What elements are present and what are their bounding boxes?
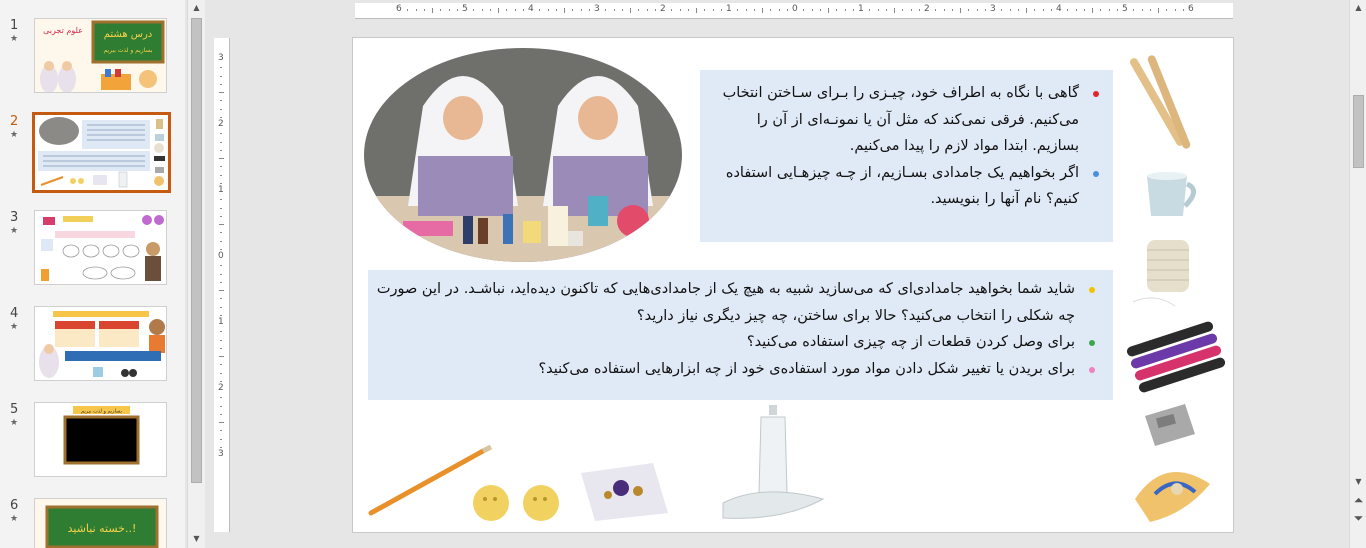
ruler-tick: [1018, 9, 1019, 11]
thumbnail-number: 1: [10, 18, 19, 33]
ruler-tick: [220, 373, 222, 374]
ruler-tick: [878, 9, 879, 11]
paragraph-text: برای بریدن یا تغییر شکل دادن مواد مورد استفاده‌ی خود از چه ابزارهایی استفاده می‌کنید؟: [538, 360, 1075, 377]
ruler-tick: [220, 265, 222, 266]
green-bullet-icon: [1089, 340, 1095, 346]
slide-thumbnail-4-art: [35, 307, 167, 381]
horizontal-ruler-label: 2: [660, 4, 666, 14]
popsicle-sticks-image: [1129, 54, 1192, 150]
paragraph-text: برای وصل کردن قطعات از چه چیزی استفاده می‌کنید؟: [746, 334, 1075, 350]
ruler-tick: [1067, 9, 1068, 11]
vertical-ruler-label: 2: [218, 383, 224, 393]
ruler-tick: [490, 9, 491, 11]
thumbnail-number: 4: [10, 306, 19, 321]
ruler-tick: [219, 224, 224, 225]
ruler-tick: [220, 183, 222, 184]
ruler-tick: [449, 9, 450, 11]
vertical-ruler-label: 2: [218, 119, 224, 129]
ruler-tick: [944, 9, 945, 11]
ruler-tick: [424, 9, 425, 11]
slide-thumbnail-6-art: [35, 499, 167, 548]
ruler-tick: [220, 315, 222, 316]
horizontal-ruler-label: 1: [726, 4, 732, 14]
ruler-tick: [605, 9, 606, 11]
ruler-tick: [523, 9, 524, 11]
slide-thumbnail-1-art: [35, 19, 167, 93]
vertical-ruler-label: 1: [218, 185, 224, 195]
ruler-tick: [1175, 9, 1176, 11]
animation-star-icon: ★: [10, 130, 19, 140]
bullet-paragraph: [376, 356, 1101, 383]
horizontal-ruler-label: 3: [990, 4, 996, 14]
vertical-ruler: [214, 38, 230, 532]
thumbnails-scroll-down-icon[interactable]: ▼: [188, 531, 205, 547]
ruler-tick: [220, 199, 222, 200]
ruler-tick: [721, 9, 722, 11]
thumbnail-6-title: خسته نباشید..!: [67, 522, 137, 535]
ruler-tick: [1150, 9, 1151, 11]
plastic-bottle-image: [723, 405, 823, 518]
horizontal-ruler-label: 6: [1188, 4, 1194, 14]
ruler-tick: [886, 9, 887, 11]
slide-canvas[interactable]: [352, 37, 1234, 533]
thumbnails-scroll-up-icon[interactable]: ▲: [188, 0, 205, 16]
horizontal-ruler-label: 4: [528, 4, 534, 14]
animation-star-icon: ★: [10, 514, 19, 524]
ruler-tick: [220, 307, 222, 308]
horizontal-ruler-label: 1: [858, 4, 864, 14]
ruler-tick: [220, 447, 222, 448]
ruler-tick: [820, 9, 821, 11]
main-scroll-thumb[interactable]: [1353, 95, 1364, 168]
ruler-tick: [220, 133, 222, 134]
ruler-tick: [220, 232, 222, 233]
ruler-tick: [746, 9, 747, 11]
ruler-tick: [812, 9, 813, 11]
ruler-tick: [869, 9, 870, 11]
ruler-tick: [572, 9, 573, 11]
markers-image: [1126, 320, 1225, 393]
ruler-tick: [836, 9, 837, 11]
ruler-tick: [622, 9, 623, 11]
ruler-tick: [457, 9, 458, 11]
vertical-ruler-label: 3: [218, 449, 224, 459]
ruler-tick: [220, 76, 222, 77]
sharpener-image: [1145, 404, 1195, 446]
ruler-tick: [473, 9, 474, 11]
ruler-tick: [1109, 9, 1110, 11]
pencil-image: [371, 447, 491, 513]
horizontal-ruler-label: 5: [462, 4, 468, 14]
bullet-paragraph: [722, 80, 1105, 160]
ruler-tick: [952, 9, 953, 11]
ruler-tick: [803, 9, 804, 11]
materials-row: [363, 403, 843, 528]
ruler-tick: [220, 208, 222, 209]
slide-thumbnail-3-art: [35, 211, 167, 285]
yellow-bullet-icon: [1089, 287, 1095, 293]
scroll-down-icon[interactable]: ▼: [1350, 474, 1366, 490]
ruler-tick: [968, 9, 969, 11]
ruler-tick: [589, 9, 590, 11]
ruler-tick: [1166, 9, 1167, 11]
ruler-tick: [828, 8, 829, 13]
materials-column: [1125, 44, 1225, 530]
ruler-tick: [688, 9, 689, 11]
ruler-tick: [1043, 9, 1044, 11]
ruler-tick: [220, 340, 222, 341]
ruler-tick: [440, 9, 441, 11]
bottom-question-box[interactable]: [368, 270, 1113, 400]
slide-thumbnail-5[interactable]: [34, 402, 167, 477]
ruler-tick: [220, 298, 222, 299]
ruler-tick: [853, 9, 854, 11]
ruler-tick: [220, 241, 222, 242]
ruler-tick: [911, 9, 912, 11]
ruler-tick: [581, 9, 582, 11]
vertical-ruler-label: 1: [218, 317, 224, 327]
ruler-tick: [220, 150, 222, 151]
ruler-tick: [220, 109, 222, 110]
next-slide-icon[interactable]: ⏷: [1350, 510, 1366, 526]
ruler-tick: [1010, 9, 1011, 11]
fabric-beads-image: [581, 463, 668, 521]
ruler-tick: [977, 9, 978, 11]
slide-thumbnail-2-art: [35, 115, 168, 190]
horizontal-ruler-label: 4: [1056, 4, 1062, 14]
thumbnail-number: 2: [10, 114, 19, 129]
ruler-tick: [1076, 9, 1077, 11]
vertical-ruler-label: 0: [218, 251, 224, 261]
ruler-tick: [220, 67, 222, 68]
ruler-tick: [220, 166, 222, 167]
ruler-tick: [219, 158, 224, 159]
ruler-tick: [539, 9, 540, 11]
slide-thumbnail-3[interactable]: [34, 210, 167, 285]
thumbnails-scrollbar[interactable]: [187, 0, 205, 548]
ruler-tick: [220, 117, 222, 118]
horizontal-ruler: [355, 3, 1233, 19]
ruler-tick: [655, 9, 656, 11]
ruler-tick: [1034, 9, 1035, 11]
ruler-tick: [220, 406, 222, 407]
ruler-tick: [220, 282, 222, 283]
ruler-tick: [219, 422, 224, 423]
thumbnail-1-title: درس هشتم: [103, 29, 153, 40]
ruler-tick: [614, 9, 615, 11]
slide-thumbnail-4[interactable]: [34, 306, 167, 381]
ruler-tick: [220, 439, 222, 440]
horizontal-ruler-label: 0: [792, 4, 798, 14]
ruler-tick: [506, 9, 507, 11]
pencil-shavings-image: [1135, 472, 1210, 522]
thumbnail-1-subtitle: بسازیم و لذت ببریم: [103, 47, 153, 54]
ruler-tick: [1100, 9, 1101, 11]
ruler-tick: [1026, 8, 1027, 13]
string-spool-image: [1133, 240, 1189, 306]
ruler-tick: [515, 9, 516, 11]
ruler-tick: [219, 356, 224, 357]
thumbnail-number: 6: [10, 498, 19, 513]
main-scrollbar[interactable]: [1349, 0, 1366, 548]
slide-thumbnail-5-art: [35, 403, 167, 477]
bullet-paragraph: [376, 276, 1101, 329]
top-question-box[interactable]: [700, 70, 1113, 242]
ruler-tick: [407, 9, 408, 11]
ruler-tick: [220, 142, 222, 143]
ruler-tick: [894, 8, 895, 13]
ruler-tick: [1051, 9, 1052, 11]
paragraph-text: اگر بخواهیم یک جامدادی بسـازیم، از چـه چیزهـایی استفاده کنیم؟ نام آنها را بنویسید.: [725, 164, 1079, 207]
ruler-tick: [416, 9, 417, 11]
ruler-tick: [220, 100, 222, 101]
ruler-tick: [919, 9, 920, 11]
ruler-tick: [960, 8, 961, 13]
ruler-tick: [770, 9, 771, 11]
ruler-tick: [1092, 8, 1093, 13]
ruler-tick: [1158, 8, 1159, 13]
horizontal-ruler-label: 2: [924, 4, 930, 14]
ruler-tick: [220, 175, 222, 176]
girls-crafting-photo: [363, 46, 683, 264]
ruler-tick: [845, 9, 846, 11]
ruler-tick: [564, 8, 565, 13]
ruler-tick: [902, 9, 903, 11]
ruler-tick: [1001, 9, 1002, 11]
thumbnail-5-label: بسازیم و لذت ببریم: [81, 408, 122, 415]
paragraph-text: گاهی با نگاه به اطراف خود، چیـزی را بـرای سـاختن انتخاب می‌کنیم. فرقی نمی‌کند که مثل آن یا نمونـه‌ای از آن را بسازیم. ابتدا مواد لازم را پیدا می‌کنیم.: [722, 85, 1079, 154]
ruler-tick: [220, 274, 222, 275]
ruler-tick: [713, 9, 714, 11]
slide-thumbnails-pane: [0, 0, 185, 548]
horizontal-ruler-label: 6: [396, 4, 402, 14]
animation-star-icon: ★: [10, 34, 19, 44]
ruler-tick: [647, 9, 648, 11]
ruler-tick: [985, 9, 986, 11]
ruler-tick: [737, 9, 738, 11]
blue-bullet-icon: [1093, 171, 1099, 177]
thumbnails-scroll-thumb[interactable]: [191, 18, 202, 483]
ruler-tick: [754, 9, 755, 11]
horizontal-ruler-label: 3: [594, 4, 600, 14]
thumbnail-number: 5: [10, 402, 19, 417]
ruler-tick: [220, 364, 222, 365]
ruler-tick: [220, 216, 222, 217]
animation-star-icon: ★: [10, 418, 19, 428]
buttons-image: [473, 485, 559, 521]
bullet-paragraph: [376, 329, 1101, 356]
ruler-tick: [680, 9, 681, 11]
ruler-tick: [220, 381, 222, 382]
vertical-ruler-label: 3: [218, 53, 224, 63]
ruler-tick: [220, 249, 222, 250]
ruler-tick: [638, 9, 639, 11]
paragraph-text: شاید شما بخواهید جامدادی‌ای که می‌سازید شبیه به هیچ یک از جامدادی‌هایی که تاکنون دیده‌اید، نباشـد. در این صورت چه شکلی را انتخاب می‌کنید؟ حالا برای ساختن، چه چیز دیگری نیاز دارید؟: [376, 281, 1075, 324]
ruler-tick: [498, 8, 499, 13]
horizontal-ruler-label: 5: [1122, 4, 1128, 14]
pink-bullet-icon: [1089, 367, 1095, 373]
ruler-tick: [1133, 9, 1134, 11]
slide-thumbnail-2[interactable]: [32, 112, 171, 193]
animation-star-icon: ★: [10, 322, 19, 332]
ruler-tick: [671, 9, 672, 11]
ruler-tick: [219, 92, 224, 93]
ruler-tick: [630, 8, 631, 13]
ruler-tick: [1183, 9, 1184, 11]
ruler-tick: [548, 9, 549, 11]
ruler-tick: [704, 9, 705, 11]
ruler-tick: [220, 331, 222, 332]
animation-star-icon: ★: [10, 226, 19, 236]
ruler-tick: [1142, 9, 1143, 11]
ruler-tick: [482, 9, 483, 11]
ruler-tick: [556, 9, 557, 11]
scroll-up-icon[interactable]: ▲: [1350, 0, 1366, 16]
ruler-tick: [219, 290, 224, 291]
ruler-tick: [220, 84, 222, 85]
ruler-tick: [220, 430, 222, 431]
slide-thumbnail-6[interactable]: [34, 498, 167, 548]
ruler-tick: [1117, 9, 1118, 11]
ruler-tick: [1084, 9, 1085, 11]
ruler-tick: [220, 414, 222, 415]
thumbnail-1-brand: علوم تجربی: [43, 26, 83, 35]
ruler-tick: [220, 397, 222, 398]
bullet-paragraph: [722, 160, 1105, 213]
previous-slide-icon[interactable]: ⏶: [1350, 492, 1366, 508]
ruler-tick: [935, 9, 936, 11]
ruler-tick: [779, 9, 780, 11]
ruler-tick: [696, 8, 697, 13]
ruler-tick: [220, 348, 222, 349]
red-bullet-icon: [1093, 91, 1099, 97]
slide-thumbnail-1[interactable]: [34, 18, 167, 93]
ruler-tick: [432, 8, 433, 13]
mug-image: [1147, 172, 1194, 216]
thumbnail-number: 3: [10, 210, 19, 225]
ruler-tick: [787, 9, 788, 11]
ruler-tick: [762, 8, 763, 13]
